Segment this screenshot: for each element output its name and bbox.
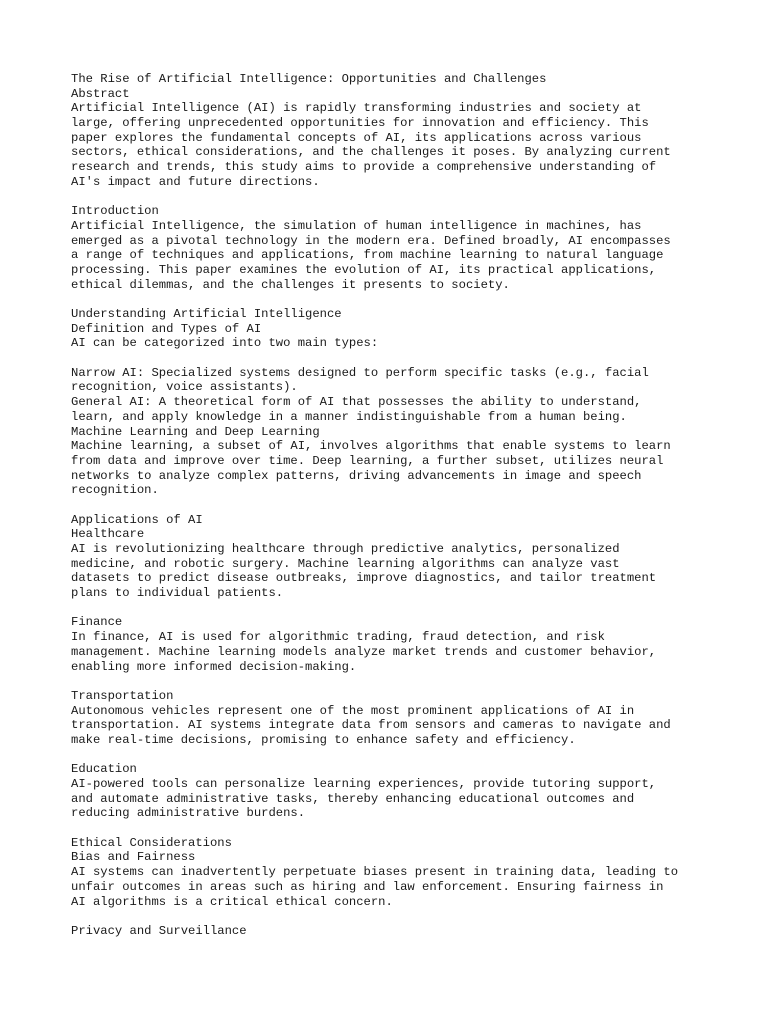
- text-line: make real-time decisions, promising to enhance safety and efficiency.: [71, 732, 576, 747]
- text-line: plans to individual patients.: [71, 586, 284, 601]
- text-line: enabling more informed decision-making.: [71, 659, 357, 674]
- text-line: Ethical Considerations: [71, 835, 232, 850]
- text-line: large, offering unprecedented opportunities for innovation and efficiency. This: [71, 116, 649, 131]
- text-line: General AI: A theoretical form of AI that possesses the ability to understand,: [71, 395, 642, 410]
- text-line: In finance, AI is used for algorithmic trading, fraud detection, and risk: [71, 630, 605, 645]
- text-line: learn, and apply knowledge in a manner indistinguishable from a human being.: [71, 409, 627, 424]
- text-line: sectors, ethical considerations, and the challenges it poses. By analyzing current: [71, 145, 671, 160]
- blank-line: [71, 601, 751, 616]
- text-line: Privacy and Surveillance: [71, 923, 247, 938]
- text-line: AI can be categorized into two main types:: [71, 336, 379, 351]
- text-line: unfair outcomes in areas such as hiring and law enforcement. Ensuring fairness in: [71, 879, 664, 894]
- text-line: paper explores the fundamental concepts of AI, its applications across various: [71, 130, 642, 145]
- text-line: datasets to predict disease outbreaks, improve diagnostics, and tailor treatment: [71, 571, 657, 586]
- text-line: AI's impact and future directions.: [71, 174, 320, 189]
- text-line: Autonomous vehicles represent one of the most prominent applications of AI in: [71, 703, 635, 718]
- text-line: Artificial Intelligence (AI) is rapidly transforming industries and society at: [71, 101, 642, 116]
- text-line: Transportation: [71, 688, 174, 703]
- text-line: AI is revolutionizing healthcare through predictive analytics, personalized: [71, 542, 620, 556]
- text-line: Bias and Fairness: [71, 850, 196, 865]
- text-line: Finance: [71, 615, 123, 630]
- text-line: Machine learning, a subset of AI, involves algorithms that enable systems to learn: [71, 439, 671, 454]
- text-line: Definition and Types of AI: [71, 321, 262, 336]
- blank-line: [71, 190, 751, 205]
- text-line: Healthcare: [71, 527, 145, 542]
- document-page: [71, 72, 751, 939]
- text-line: AI-powered tools can personalize learning experiences, provide tutoring support,: [71, 777, 657, 791]
- blank-line: [71, 674, 751, 689]
- text-line: and automate administrative tasks, thereby enhancing educational outcomes and: [71, 791, 635, 806]
- text-line: recognition.: [71, 483, 159, 498]
- blank-line: [71, 821, 751, 836]
- text-line: Understanding Artificial Intelligence: [71, 307, 342, 321]
- text-line: research and trends, this study aims to provide a comprehensive understanding of: [71, 160, 657, 175]
- blank-line: [71, 292, 751, 307]
- text-line: Narrow AI: Specialized systems designed to perform specific tasks (e.g., facial: [71, 365, 649, 380]
- text-line: transportation. AI systems integrate data from sensors and cameras to navigate and: [71, 718, 671, 733]
- text-line: reducing administrative burdens.: [71, 806, 306, 821]
- text-line: emerged as a pivotal technology in the modern era. Defined broadly, AI encompasses: [71, 233, 671, 248]
- text-line: medicine, and robotic surgery. Machine learning algorithms can analyze vast: [71, 556, 620, 571]
- text-line: Introduction: [71, 204, 159, 219]
- text-line: Machine Learning and Deep Learning: [71, 424, 320, 439]
- text-line: from data and improve over time. Deep learning, a further subset, utilizes neural: [71, 453, 664, 468]
- text-line: Abstract: [71, 86, 130, 101]
- text-line: Education: [71, 762, 137, 777]
- text-line: ethical dilemmas, and the challenges it presents to society.: [71, 277, 510, 292]
- text-line: a range of techniques and applications, from machine learning to natural language: [71, 248, 664, 263]
- text-line: AI systems can inadvertently perpetuate biases present in training data, leading to: [71, 865, 679, 880]
- text-line: The Rise of Artificial Intelligence: Opportunities and Challenges: [71, 72, 547, 86]
- blank-line: [71, 498, 751, 513]
- blank-line: [71, 909, 751, 924]
- text-line: AI algorithms is a critical ethical concern.: [71, 894, 393, 909]
- text-line: Applications of AI: [71, 512, 203, 527]
- text-line: management. Machine learning models analyze market trends and customer behavior,: [71, 644, 657, 659]
- text-line: Artificial Intelligence, the simulation of human intelligence in machines, has: [71, 218, 642, 233]
- blank-line: [71, 351, 751, 366]
- text-line: recognition, voice assistants).: [71, 380, 298, 395]
- blank-line: [71, 748, 751, 763]
- text-line: networks to analyze complex patterns, driving advancements in image and speech: [71, 468, 642, 483]
- text-line: processing. This paper examines the evolution of AI, its practical applications,: [71, 262, 657, 277]
